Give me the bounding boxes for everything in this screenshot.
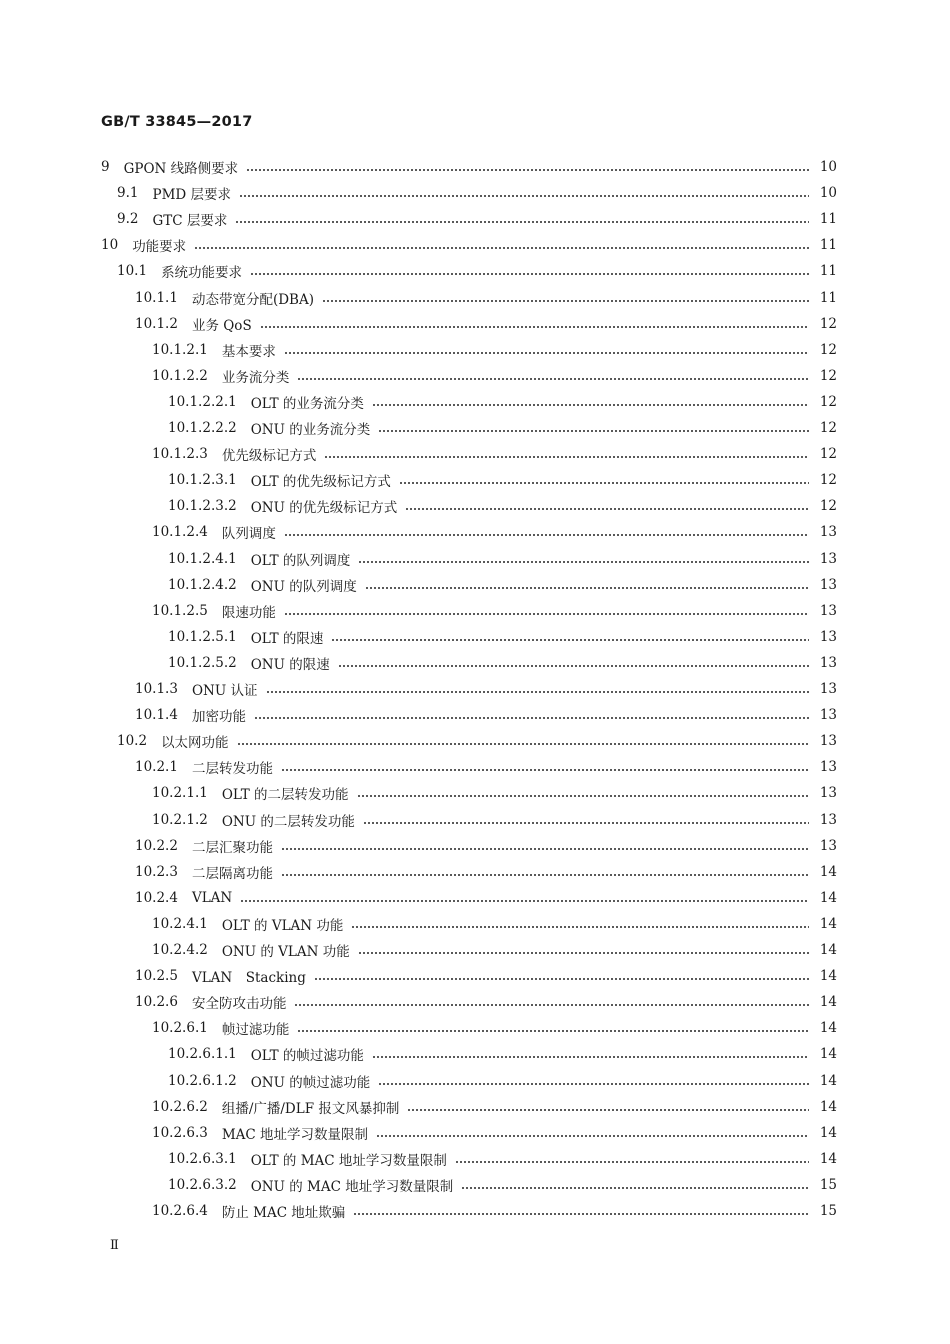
toc-entry[interactable] (135, 754, 837, 780)
toc-entry-page: 13 (819, 707, 837, 724)
toc-entry[interactable] (152, 780, 837, 806)
dot-leader (322, 300, 809, 302)
toc-entry-title: 二层汇聚功能 (191, 839, 273, 856)
toc-entry[interactable] (152, 598, 837, 624)
dot-leader (372, 1056, 809, 1058)
toc-entry-page: 14 (819, 889, 837, 906)
toc-entry-page: 11 (819, 263, 837, 280)
toc-entry-number: 10 (101, 237, 119, 254)
dot-leader (266, 691, 809, 693)
dot-leader (281, 848, 809, 850)
toc-entry-page: 13 (819, 681, 837, 697)
toc-entry-number: 10.1.2.4.1 (168, 550, 237, 567)
dot-leader (240, 900, 809, 902)
toc-entry-number: 10.1.2.3 (152, 446, 208, 463)
dot-leader (239, 195, 809, 197)
dot-leader (331, 639, 809, 641)
toc-entry-title: VLAN (191, 889, 233, 906)
dot-leader (358, 561, 809, 563)
toc-entry-page: 14 (819, 863, 837, 880)
toc-entry-title: 加密功能 (191, 709, 246, 726)
toc-entry-number: 10.1.3 (135, 681, 178, 697)
toc-entry-title: ONU 认证 (191, 683, 258, 699)
toc-entry-page: 15 (819, 1176, 837, 1193)
toc-entry-page: 12 (819, 498, 837, 515)
toc-entry-title: 业务流分类 (221, 369, 290, 386)
toc-entry[interactable] (168, 467, 837, 493)
toc-entry-title: ONU 的二层转发功能 (221, 813, 355, 830)
toc-entry-number: 10.1.2.3.1 (168, 472, 237, 489)
toc-entry-page: 13 (819, 524, 837, 541)
toc-entry-title: GPON 线路侧要求 (123, 161, 239, 177)
toc-entry-page: 13 (819, 759, 837, 776)
toc-entry-title: OLT 的限速 (250, 630, 324, 647)
toc-entry[interactable] (152, 1015, 837, 1041)
page-number-footer: Ⅱ (110, 1238, 119, 1253)
toc-entry-page: 14 (819, 1020, 837, 1037)
toc-entry-title: OLT 的帧过滤功能 (250, 1048, 364, 1065)
toc-entry-title: ONU 的帧过滤功能 (250, 1074, 371, 1091)
toc-entry-page: 13 (819, 837, 837, 854)
toc-entry[interactable] (135, 885, 837, 911)
toc-entry-number: 10.1.2.5.1 (168, 628, 237, 645)
toc-entry-page: 11 (819, 237, 837, 254)
toc-entry-page: 12 (819, 393, 837, 410)
toc-entry-number: 10.1.2 (135, 315, 178, 332)
toc-entry-page: 14 (819, 942, 837, 958)
dot-leader (284, 534, 809, 536)
toc-entry-page: 14 (819, 1098, 837, 1115)
dot-leader (294, 1004, 809, 1006)
toc-entry-number: 9.1 (117, 185, 139, 202)
dot-leader (407, 1109, 809, 1111)
toc-entry-page: 15 (819, 1203, 837, 1219)
toc-entry-number: 10.2.6.3.2 (168, 1176, 237, 1193)
toc-entry[interactable] (168, 650, 837, 676)
toc-entry-title: 二层隔离功能 (191, 865, 273, 882)
toc-entry[interactable] (152, 807, 837, 833)
toc-entry-number: 10.2.6.1 (152, 1020, 208, 1037)
dot-leader (363, 822, 809, 824)
toc-entry[interactable] (152, 337, 837, 363)
toc-entry-page: 14 (819, 1046, 837, 1063)
dot-leader (378, 430, 809, 432)
dot-leader (399, 482, 809, 484)
toc-entry-title: ONU 的业务流分类 (250, 422, 371, 438)
toc-entry[interactable] (168, 1068, 837, 1094)
toc-entry[interactable] (117, 258, 837, 284)
dot-leader (235, 221, 809, 223)
toc-entry-page: 12 (819, 420, 837, 436)
dot-leader (254, 717, 809, 719)
toc-entry-number: 10.2.5 (135, 968, 178, 985)
toc-entry-title: OLT 的业务流分类 (250, 395, 364, 412)
toc-entry-title: 业务 QoS (191, 317, 252, 334)
dot-leader (358, 952, 809, 954)
toc-entry-title: OLT 的 MAC 地址学习数量限制 (250, 1152, 447, 1169)
toc-entry-number: 10.2.4 (135, 889, 178, 906)
toc-entry-number: 10.2.6.1.1 (168, 1046, 237, 1063)
toc-entry-number: 10.2.4.2 (152, 942, 208, 958)
toc-entry-page: 11 (819, 289, 837, 306)
dot-leader (338, 665, 809, 667)
toc-entry-number: 10.1.4 (135, 707, 178, 724)
toc-entry[interactable] (135, 989, 837, 1015)
dot-leader (405, 508, 809, 510)
toc-entry-page: 13 (819, 785, 837, 802)
toc-entry-number: 10.1.2.5 (152, 602, 208, 619)
toc-entry[interactable] (152, 1120, 837, 1146)
toc-entry-title: OLT 的二层转发功能 (221, 787, 349, 804)
toc-entry-title: OLT 的优先级标记方式 (250, 474, 391, 491)
toc-entry-page: 10 (819, 159, 837, 175)
toc-entry-title: ONU 的优先级标记方式 (250, 500, 398, 517)
toc-entry-title: 基本要求 (221, 343, 276, 360)
toc-entry[interactable] (135, 311, 837, 337)
toc-entry-title: 系统功能要求 (161, 265, 243, 282)
dot-leader (324, 456, 809, 458)
toc-entry-number: 10.1.2.5.2 (168, 654, 237, 671)
dot-leader (194, 247, 809, 249)
toc-entry[interactable] (168, 1146, 837, 1172)
toc-entry-title: OLT 的 VLAN 功能 (221, 917, 344, 934)
toc-entry-page: 10 (819, 185, 837, 202)
toc-entry-number: 10.2.6.1.2 (168, 1072, 237, 1089)
toc-entry-number: 10.1.2.3.2 (168, 498, 237, 515)
toc-entry-number: 10.2.6.3 (152, 1124, 208, 1141)
toc-entry-title: ONU 的队列调度 (250, 578, 357, 595)
toc-entry[interactable] (152, 363, 837, 389)
toc-entry-page: 13 (819, 654, 837, 671)
toc-entry-page: 13 (819, 811, 837, 828)
toc-entry-number: 10.1.2.4 (152, 524, 208, 541)
toc-entry[interactable] (135, 676, 837, 702)
toc-entry-number: 10.2 (117, 733, 148, 750)
toc-entry[interactable] (168, 624, 837, 650)
toc-entry-number: 10.2.6.3.1 (168, 1150, 237, 1167)
toc-entry-title: PMD 层要求 (152, 187, 232, 204)
toc-entry-page: 12 (819, 367, 837, 384)
toc-entry-number: 10.2.6 (135, 994, 178, 1011)
toc-entry-number: 10.2.6.2 (152, 1098, 208, 1115)
toc-entry-page: 14 (819, 1072, 837, 1089)
toc-entry-page: 13 (819, 550, 837, 567)
dot-leader (353, 1213, 809, 1215)
toc-entry-page: 14 (819, 1124, 837, 1141)
toc-entry[interactable] (135, 963, 837, 989)
toc-entry[interactable] (168, 415, 837, 441)
toc-entry-page: 14 (819, 915, 837, 932)
toc-entry[interactable] (168, 1041, 837, 1067)
toc-entry-number: 10.2.1.1 (152, 785, 208, 802)
toc-entry-title: 二层转发功能 (191, 761, 273, 778)
toc-entry-title: MAC 地址学习数量限制 (221, 1126, 369, 1143)
toc-entry-number: 10.1 (117, 263, 148, 280)
toc-entry-page: 14 (819, 994, 837, 1011)
toc-entry[interactable] (101, 154, 837, 180)
dot-leader (314, 978, 809, 980)
toc-entry[interactable] (152, 1094, 837, 1120)
toc-entry-title: 动态带宽分配(DBA) (191, 291, 314, 308)
toc-entry[interactable] (135, 285, 837, 311)
toc-entry-number: 10.1.1 (135, 289, 178, 306)
toc-entry-number: 9 (101, 159, 110, 175)
toc-entry[interactable] (152, 519, 837, 545)
toc-entry-number: 10.1.2.2.1 (168, 393, 237, 410)
toc-entry-number: 10.1.2.4.2 (168, 576, 237, 593)
toc-entry[interactable] (152, 937, 837, 963)
toc-entry-number: 10.2.1 (135, 759, 178, 776)
dot-leader (260, 326, 809, 328)
toc-entry[interactable] (168, 572, 837, 598)
toc-entry-title: ONU 的 MAC 地址学习数量限制 (250, 1178, 454, 1195)
toc-entry-page: 11 (819, 211, 837, 228)
toc-entry-title: 限速功能 (221, 604, 276, 621)
dot-leader (461, 1187, 809, 1189)
toc-entry-page: 13 (819, 733, 837, 750)
toc-entry-title: ONU 的 VLAN 功能 (221, 944, 350, 960)
toc-entry-number: 10.1.2.2.2 (168, 420, 237, 436)
toc-entry-title: 帧过滤功能 (221, 1022, 290, 1039)
toc-entry[interactable] (168, 493, 837, 519)
dot-leader (365, 587, 809, 589)
toc-entry-number: 9.2 (117, 211, 139, 228)
dot-leader (284, 613, 809, 615)
toc-entry[interactable] (152, 1198, 837, 1224)
toc-entry-title: 功能要求 (132, 239, 187, 256)
toc-entry-page: 13 (819, 576, 837, 593)
dot-leader (378, 1083, 809, 1085)
toc-entry-title: GTC 层要求 (152, 213, 228, 230)
toc-entry[interactable] (168, 546, 837, 572)
toc-entry-page: 13 (819, 628, 837, 645)
toc-entry-number: 10.2.6.4 (152, 1203, 208, 1219)
toc-entry[interactable] (135, 833, 837, 859)
toc-entry-page: 12 (819, 446, 837, 463)
dot-leader (455, 1161, 809, 1163)
toc-entry[interactable] (135, 702, 837, 728)
toc-entry-number: 10.2.3 (135, 863, 178, 880)
dot-leader (297, 378, 809, 380)
toc-entry-title: 防止 MAC 地址欺骗 (221, 1205, 346, 1221)
toc-entry-number: 10.1.2.2 (152, 367, 208, 384)
toc-entry-title: VLAN Stacking (191, 970, 306, 987)
toc-entry[interactable] (117, 206, 837, 232)
toc-entry[interactable] (135, 859, 837, 885)
dot-leader (237, 743, 809, 745)
standard-code-header: GB/T 33845—2017 (101, 114, 253, 130)
toc-entry-page: 12 (819, 341, 837, 358)
dot-leader (297, 1030, 809, 1032)
toc-entry-title: 组播/广播/DLF 报文风暴抑制 (221, 1100, 400, 1117)
toc-entry[interactable] (117, 180, 837, 206)
toc-entry-page: 14 (819, 1150, 837, 1167)
toc-entry[interactable] (168, 1172, 837, 1198)
dot-leader (281, 874, 809, 876)
toc-entry-page: 13 (819, 602, 837, 619)
toc-entry-title: 安全防攻击功能 (191, 996, 287, 1013)
dot-leader (250, 273, 809, 275)
toc-entry-number: 10.2.2 (135, 837, 178, 854)
toc-entry-number: 10.2.4.1 (152, 915, 208, 932)
toc-entry[interactable] (152, 911, 837, 937)
toc-entry-title: 以太网功能 (161, 735, 229, 752)
toc-entry[interactable] (117, 728, 837, 754)
toc-entry-title: 优先级标记方式 (221, 448, 317, 465)
dot-leader (376, 1135, 809, 1137)
dot-leader (372, 404, 809, 406)
toc-entry-title: ONU 的限速 (250, 656, 330, 673)
toc-entry-page: 14 (819, 968, 837, 985)
toc-entry[interactable] (168, 389, 837, 415)
dot-leader (351, 926, 809, 928)
toc-entry-page: 12 (819, 472, 837, 489)
toc-entry-title: 队列调度 (221, 526, 276, 543)
toc-entry[interactable] (152, 441, 837, 467)
dot-leader (246, 169, 809, 171)
dot-leader (357, 795, 809, 797)
toc-entry[interactable] (101, 232, 837, 258)
toc-entry-number: 10.2.1.2 (152, 811, 208, 828)
dot-leader (281, 769, 809, 771)
toc-entry-title: OLT 的队列调度 (250, 552, 351, 569)
toc-entry-page: 12 (819, 315, 837, 332)
toc-entry-number: 10.1.2.1 (152, 341, 208, 358)
dot-leader (284, 352, 809, 354)
